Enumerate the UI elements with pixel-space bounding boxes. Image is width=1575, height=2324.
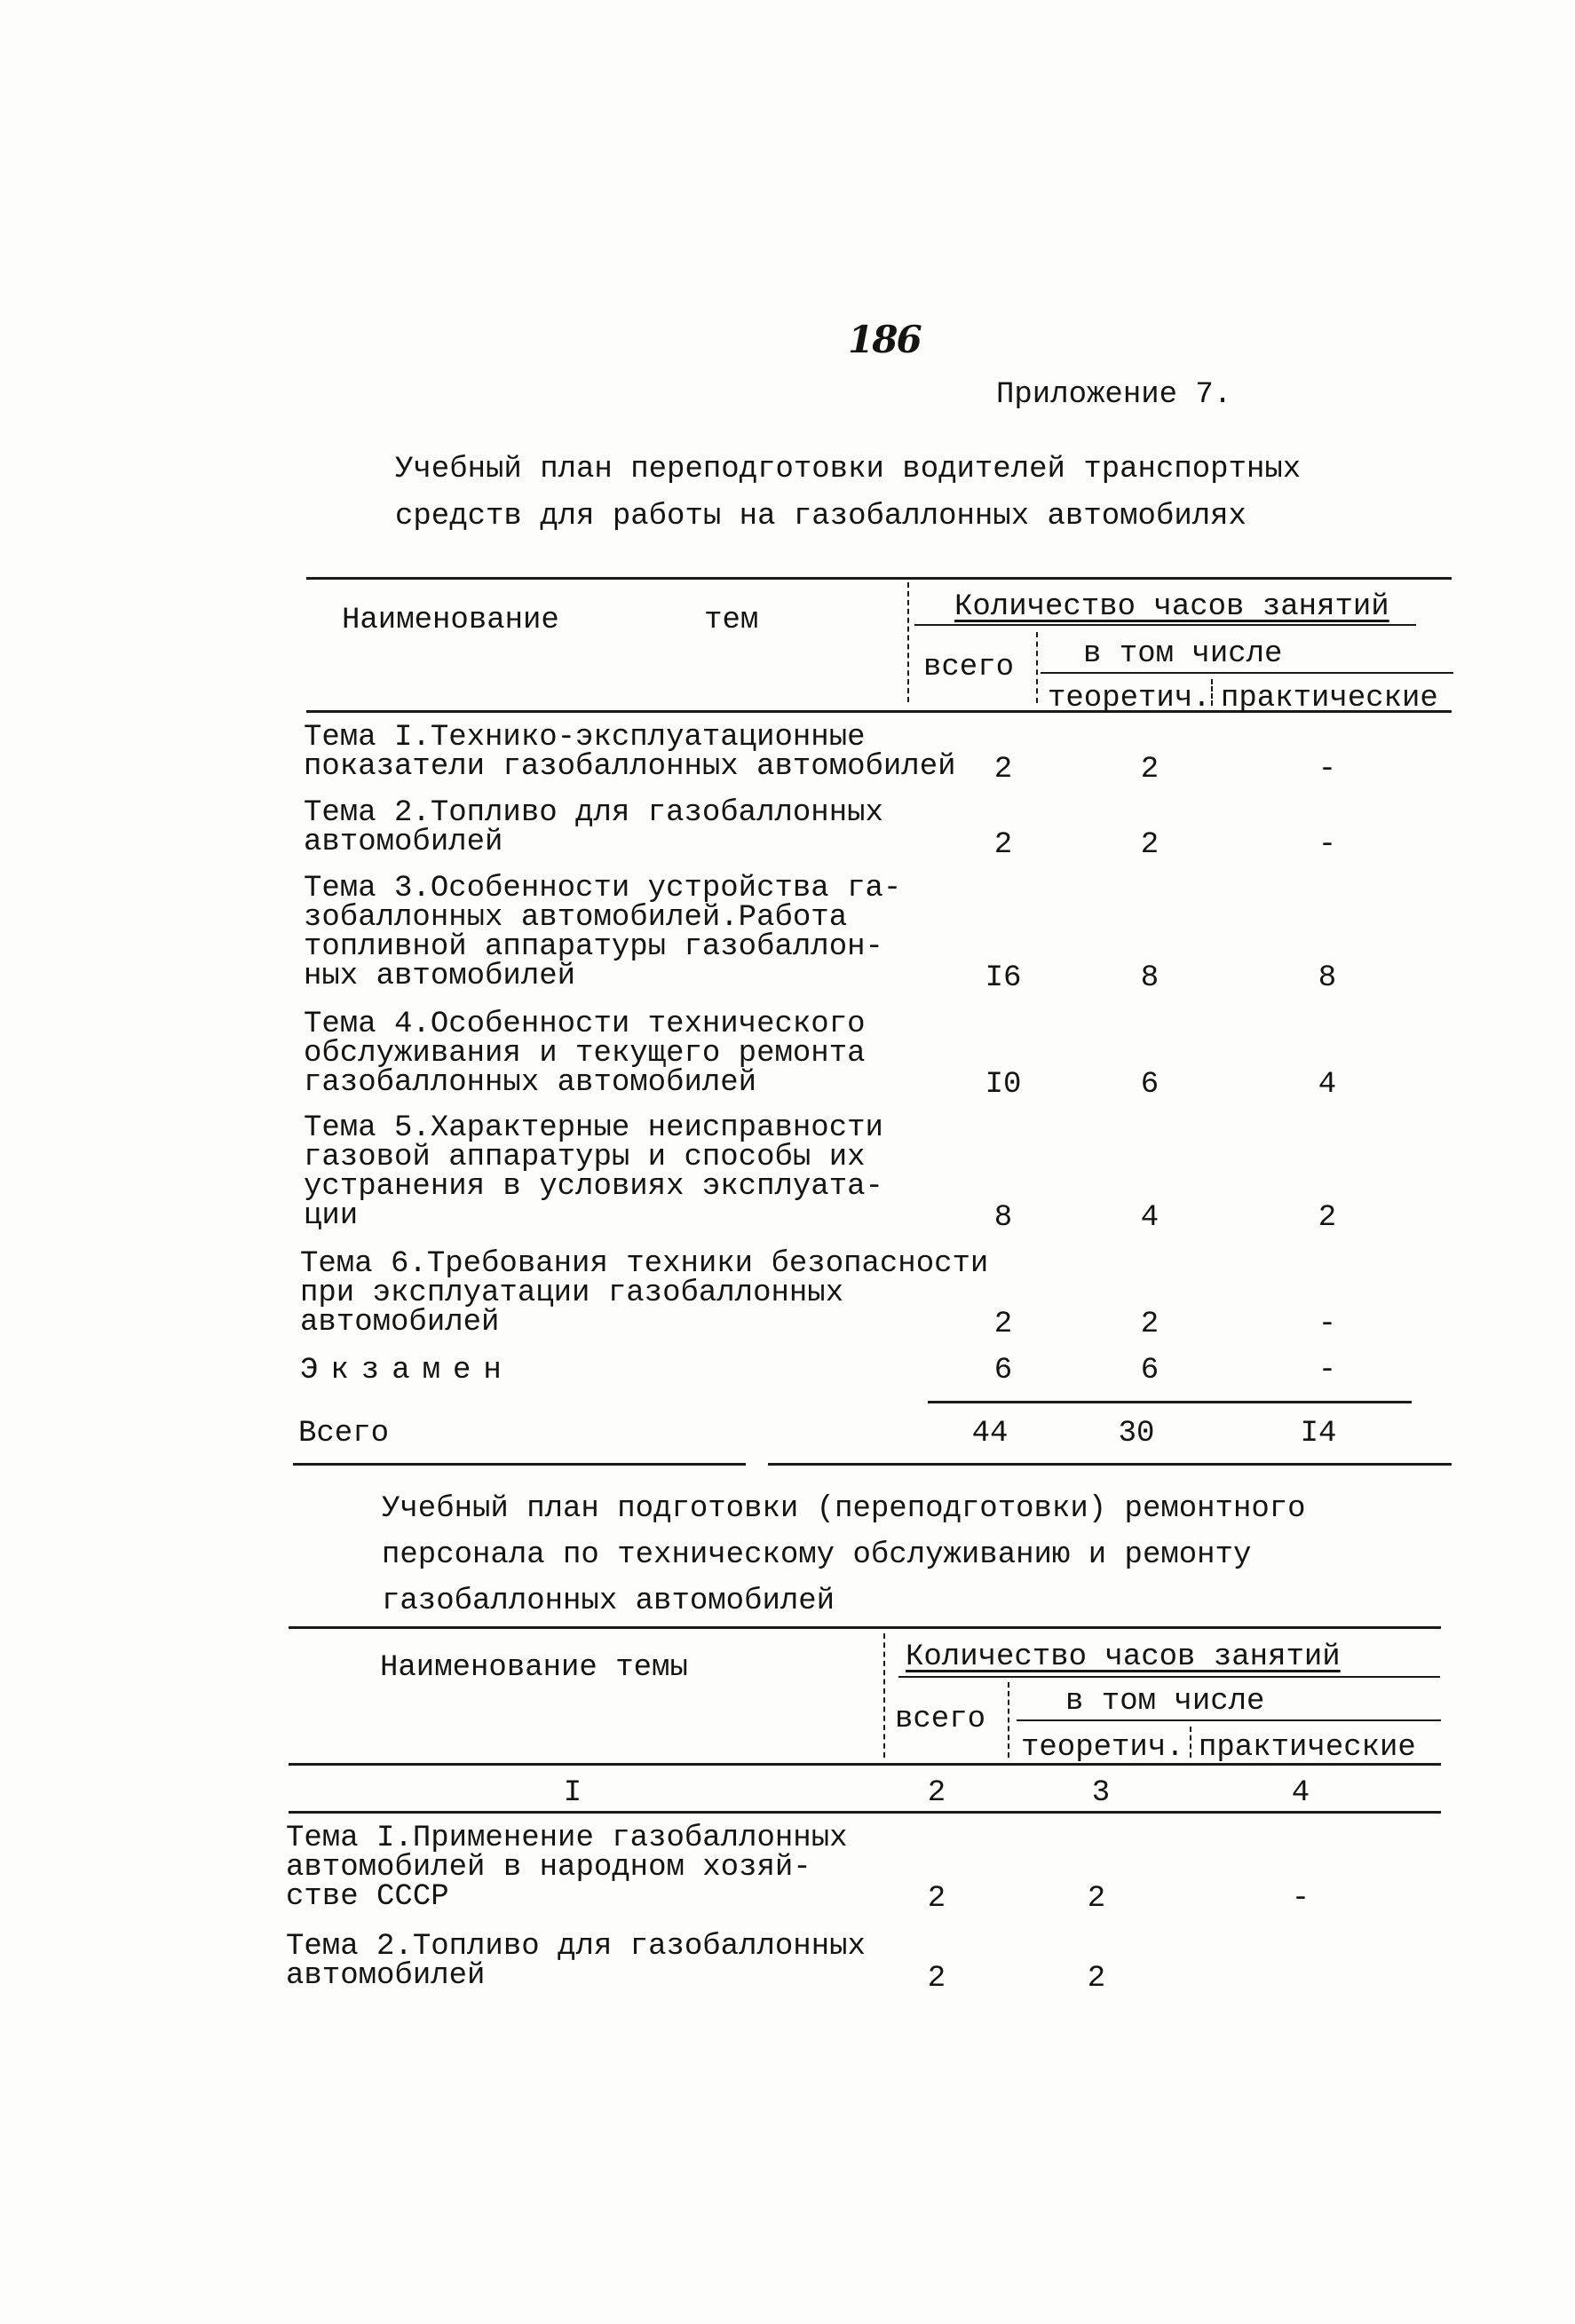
table1-title-line1: Учебный план переподготовки водителей транспортных	[395, 453, 1302, 486]
table1-row1-total: 2	[993, 753, 1013, 787]
table1-row3-practice: 8	[1318, 961, 1337, 995]
table1-row5-practice: 2	[1318, 1201, 1337, 1235]
table1-row1-theory: 2	[1140, 753, 1159, 787]
table1-header-incl: в том числе	[1083, 637, 1283, 671]
table1-row5-total: 8	[993, 1201, 1013, 1235]
table1-exam-name: Экзамен	[300, 1354, 514, 1387]
table2-incl-rule	[1017, 1719, 1441, 1721]
table2-header-hours: Количество часов занятий	[906, 1640, 1341, 1674]
table1-header-practice: практические	[1221, 682, 1438, 715]
appendix-label: Приложение 7.	[996, 378, 1232, 412]
table2-col-divider-2	[1008, 1682, 1009, 1758]
table2-row1-total: 2	[927, 1882, 946, 1916]
table1-row2-practice: -	[1318, 828, 1337, 862]
table2-header-name: Наименование темы	[380, 1651, 688, 1685]
table2-title-line2: персонала по техническому обслуживанию и ремонту	[382, 1538, 1252, 1572]
table1-row5-name: Тема 5.Характерные неисправности газовой аппаратуры и способы их устранения в условиях эксплуата- ции	[304, 1111, 883, 1233]
table1-header-hours: Количество часов занятий	[954, 590, 1389, 624]
table1-row6-name: Тема 6.Требования техники безопасности при эксплуатации газобаллонных автомобилей	[300, 1247, 989, 1340]
table1-col-divider-1	[907, 582, 909, 702]
table2-col-divider-3	[1190, 1727, 1191, 1758]
table1-row4-theory: 6	[1140, 1068, 1159, 1102]
table1-header-name: Наименование тем	[342, 604, 759, 637]
table1-bottom-rule-left	[293, 1463, 746, 1466]
table1-row3-name: Тема 3.Особенности устройства га- зобаллонных автомобилей.Работа топливной аппаратуры газобаллон- ных автомобилей	[304, 872, 902, 993]
table1-row5-theory: 4	[1140, 1201, 1159, 1235]
table2-colnum-2: 2	[927, 1776, 946, 1810]
table2-header-total: всего	[895, 1703, 986, 1736]
table2-row2-theory: 2	[1087, 1962, 1106, 1996]
table1-exam-theory: 6	[1140, 1354, 1159, 1387]
table1-sum-rule	[928, 1401, 1412, 1403]
table1-top-rule	[306, 577, 1452, 580]
table1-row4-name: Тема 4.Особенности технического обслуживания и текущего ремонта газобаллонных автомобилей	[304, 1008, 866, 1100]
table2-row2-total: 2	[927, 1962, 946, 1996]
table2-header-theory: теоретич.	[1021, 1731, 1184, 1765]
table1-bottom-rule-right	[768, 1463, 1452, 1466]
table1-row2-total: 2	[993, 828, 1013, 862]
table1-header-total: всего	[923, 651, 1015, 684]
table2-numbers-rule	[289, 1811, 1441, 1814]
table1-row2-theory: 2	[1140, 828, 1159, 862]
table1-incl-rule	[1041, 672, 1453, 674]
table2-colnum-4: 4	[1291, 1776, 1310, 1810]
table1-header-theory: теоретич.	[1048, 682, 1211, 715]
table2-title-line3: газобаллонных автомобилей	[382, 1585, 835, 1618]
table1-row4-practice: 4	[1318, 1068, 1337, 1102]
table1-row6-theory: 2	[1140, 1308, 1159, 1341]
table2-header-incl: в том числе	[1065, 1685, 1265, 1719]
table1-row3-theory: 8	[1140, 961, 1159, 995]
table2-row1-theory: 2	[1087, 1882, 1106, 1916]
table1-sum-label: Всего	[298, 1417, 390, 1451]
table1-row1-practice: -	[1318, 753, 1337, 787]
table1-title-line2: средств для работы на газобаллонных автомобилях	[395, 500, 1247, 534]
table1-row2-name: Тема 2.Топливо для газобаллонных автомобилей	[304, 796, 883, 859]
table2-colnum-1: I	[563, 1776, 582, 1810]
table2-title-line1: Учебный план подготовки (переподготовки) ремонтного	[382, 1492, 1306, 1526]
table1-row3-total: I6	[985, 961, 1022, 995]
table1-row4-total: I0	[985, 1068, 1022, 1102]
table2-hours-rule	[898, 1676, 1440, 1678]
table2-colnum-3: 3	[1091, 1776, 1111, 1810]
table1-col-divider-2	[1036, 632, 1038, 703]
table1-exam-total: 6	[993, 1354, 1013, 1387]
table1-row6-total: 2	[993, 1308, 1013, 1341]
page-number: 186	[848, 318, 921, 361]
table1-sum-practice: I4	[1300, 1417, 1337, 1451]
table1-row6-practice: -	[1318, 1308, 1337, 1341]
table2-row1-name: Тема I.Применение газобаллонных автомобилей в народном хозяй- стве СССР	[286, 1822, 848, 1914]
table1-sum-total: 44	[971, 1417, 1009, 1451]
table2-top-rule	[289, 1626, 1441, 1629]
table2-row2-name: Тема 2.Топливо для газобаллонных автомобилей	[286, 1930, 866, 1993]
table2-col-divider-1	[883, 1633, 885, 1758]
table1-row1-name: Тема I.Технико-эксплуатационные показатели газобаллонных автомобилей	[304, 721, 956, 784]
table1-exam-practice: -	[1318, 1354, 1337, 1387]
table2-row1-practice: -	[1291, 1882, 1310, 1916]
table1-hours-rule	[914, 624, 1416, 626]
table1-sum-theory: 30	[1118, 1417, 1155, 1451]
table2-header-practice: практические	[1199, 1731, 1416, 1765]
table1-col-divider-3	[1211, 679, 1213, 706]
